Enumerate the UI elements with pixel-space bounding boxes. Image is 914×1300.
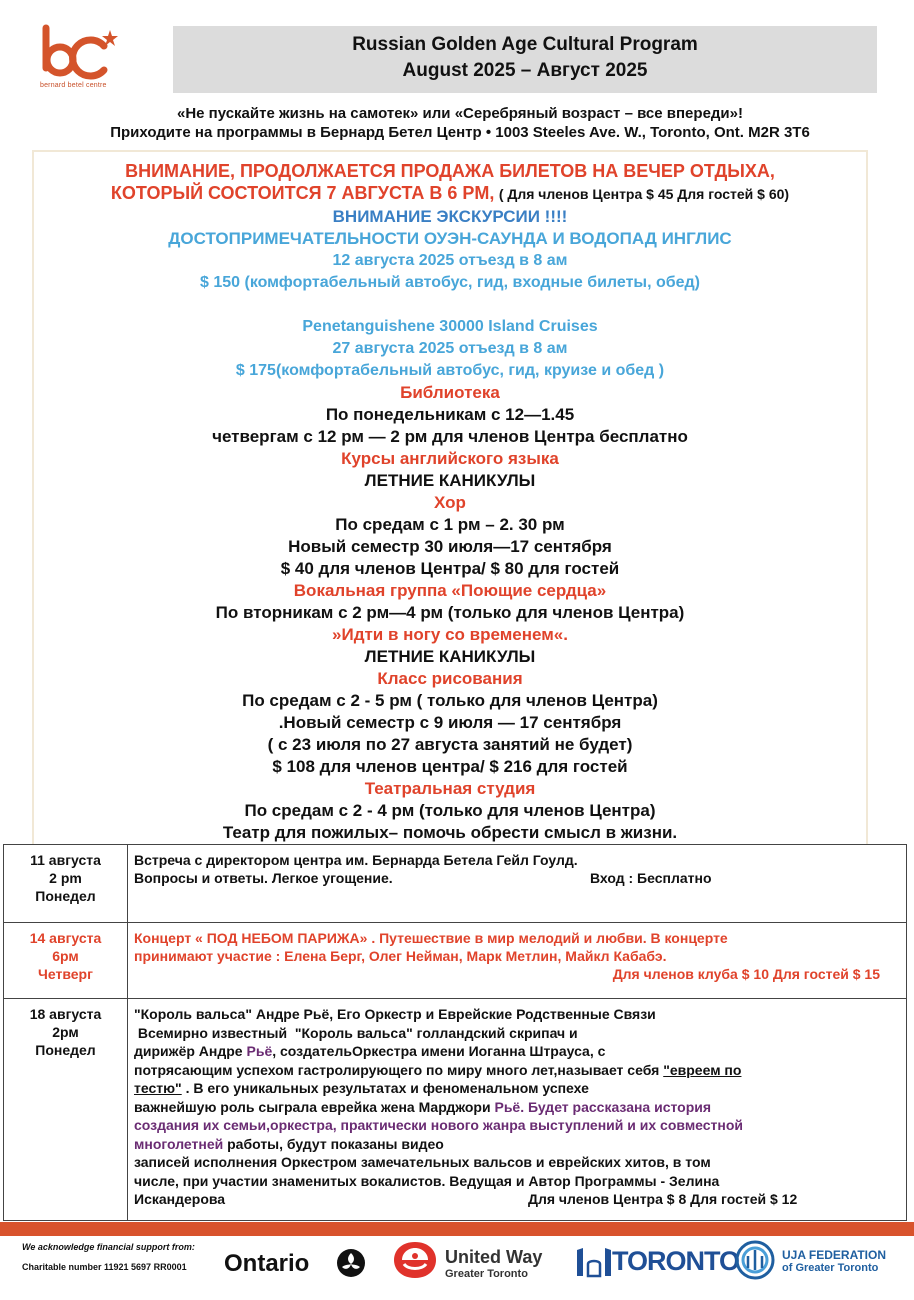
event-desc-cell xyxy=(128,923,907,999)
footer-accent-bar xyxy=(0,1222,914,1236)
event-desc-cell xyxy=(128,999,907,1221)
united-way-name: United Way xyxy=(445,1247,543,1267)
charitable-number: Charitable number 11921 5697 RR0001 xyxy=(22,1262,187,1272)
ticket-notice-line2 xyxy=(34,182,866,206)
event-day: Четверг xyxy=(38,966,93,982)
excursion1-price: $ 150 (комфортабельный автобус, гид, входные билеты, обед) xyxy=(200,274,700,291)
english-title: Курсы английского языка xyxy=(341,449,559,468)
support-acknowledgement: We acknowledge financial support from: xyxy=(22,1242,195,1252)
table-row xyxy=(4,999,907,1221)
event-line: принимают участие : Елена Берг, Олег Нейман, Марк Метлин, Майкл Кабабэ. xyxy=(134,948,667,964)
ticket-notice-date: КОТОРЫЙ СОСТОИТСЯ 7 АВГУСТА В 6 PM, xyxy=(110,183,495,203)
uja-name: UJA FEDERATION xyxy=(782,1248,887,1262)
event-time: 2рм xyxy=(52,1024,79,1040)
united-way-icon xyxy=(392,1240,438,1280)
uja-sub: of Greater Toronto xyxy=(782,1262,879,1274)
events-table xyxy=(3,844,907,1221)
drawing-title: Класс рисования xyxy=(377,669,523,688)
event-line xyxy=(134,1135,900,1154)
event-line: Встреча с директором центра им. Бернарда Бетела Гейл Гоулд. xyxy=(134,852,578,868)
event-desc-cell xyxy=(128,845,907,923)
library-title: Библиотека xyxy=(400,383,500,402)
event-line: "Король вальса" Андре Рьё, Его Оркестр и Еврейские Родственные Связи xyxy=(134,1006,656,1022)
event-time: 2 pm xyxy=(49,870,82,886)
ontario-logo-text: Ontario xyxy=(224,1250,310,1277)
vocal-title: Вокальная группа «Поющие сердца» xyxy=(293,581,607,600)
event-highlight: Рьё xyxy=(246,1043,273,1059)
event-line xyxy=(134,1190,900,1209)
event-date: 14 августа xyxy=(29,930,102,946)
event-day: Понедел xyxy=(35,888,96,904)
excursion1-name: ДОСТОПРИМЕЧАТЕЛЬНОСТИ ОУЭН-САУНДА И ВОДОПАД ИНГЛИС xyxy=(168,229,732,248)
drawing-semester: .Новый семестр с 9 июля — 17 сентября xyxy=(278,713,622,732)
event-line xyxy=(134,1061,900,1080)
choir-price: $ 40 для членов Центра/ $ 80 для гостей xyxy=(280,559,620,578)
bernard-betel-logo xyxy=(38,24,128,94)
excursion2-date: 27 августа 2025 отъезд в 8 ам xyxy=(332,340,568,357)
program-title: Russian Golden Age Cultural Program xyxy=(352,34,698,55)
event-date: 11 августа xyxy=(30,852,101,868)
excursion1-date: 12 августа 2025 отъезд в 8 ам xyxy=(332,252,568,269)
toronto-city-hall-icon xyxy=(575,1244,613,1278)
toronto-logo-text: TORONTO xyxy=(612,1246,740,1276)
theatre-schedule: По средам с 2 - 4 рм (только для членов Центра) xyxy=(244,801,656,820)
address-line: Приходите на программы в Бернард Бетел Центр • 1003 Steeles Ave. W., Toronto, Ont. M2R 3T6 xyxy=(110,124,810,141)
event-line xyxy=(134,1098,900,1117)
event-text: важнейшую роль сыграла еврейка жена Марджори xyxy=(134,1098,495,1115)
vocal-schedule: По вторникам с 2 рм—4 рм (только для членов Центра) xyxy=(215,603,685,622)
event-date: 18 августа xyxy=(29,1006,102,1022)
event-text: дирижёр Андре xyxy=(134,1043,247,1059)
excursion2-name: Penetanguishene 30000 Island Cruises xyxy=(302,318,598,335)
drawing-price: $ 108 для членов центра/ $ 216 для гостей xyxy=(272,757,628,776)
event-highlight: многолетней xyxy=(134,1135,224,1152)
theatre-title: Театральная студия xyxy=(364,779,536,798)
library-hours-mon: По понедельникам с 12—1.45 xyxy=(325,405,575,424)
slogan-line: «Не пускайте жизнь на самотек» или «Серебряный возраст – все впереди»! xyxy=(176,105,743,122)
program-month: August 2025 – Август 2025 xyxy=(402,60,648,81)
event-date-cell xyxy=(4,999,128,1221)
header-title-box xyxy=(173,26,877,93)
bc-logo-icon xyxy=(38,24,120,80)
event-highlight: Рьё. Будет рассказана история xyxy=(494,1098,712,1115)
choir-semester: Новый семестр 30 июля—17 сентября xyxy=(288,537,612,556)
event-text: Искандерова xyxy=(134,1191,226,1207)
event-line: числе, при участии знаменитых вокалистов. Ведущая и Автор Программы - Зелина xyxy=(134,1172,720,1189)
event-line: создания их семьи,оркестра, практически нового жанра выступлений и их совместной xyxy=(134,1117,744,1133)
ticket-price: ( Для членов Центра $ 45 Для гостей $ 60) xyxy=(498,186,790,202)
event-underlined: тестю" xyxy=(134,1080,182,1096)
logo-caption: bernard betel centre xyxy=(40,82,107,89)
drawing-break: ( с 23 июля по 27 августа занятий не будет) xyxy=(267,735,633,754)
event-underlined: "евреем по xyxy=(663,1061,742,1078)
event-line: Всемирно известный "Король вальса" голландский скрипач и xyxy=(134,1024,578,1041)
slogans xyxy=(40,104,880,142)
event-line: записей исполнения Оркестром замечательных вальсов и еврейских хитов, в том xyxy=(134,1154,711,1170)
event-text: потрясающим успехом гастролирующего по миру много лет,называет себя xyxy=(134,1061,664,1078)
table-row xyxy=(4,845,907,923)
event-time: 6рм xyxy=(52,948,79,964)
keep-up-status: ЛЕТНИЕ КАНИКУЛЫ xyxy=(364,647,536,666)
choir-schedule: По средам с 1 рм – 2. 30 рм xyxy=(335,515,565,534)
event-text: . В его уникальных результатах и феноменальном успехе xyxy=(181,1080,589,1096)
event-text: работы, будут показаны видео xyxy=(223,1135,444,1152)
united-way-sub: Greater Toronto xyxy=(445,1268,528,1280)
theatre-motto: Театр для пожилых– помочь обрести смысл в жизни. xyxy=(222,823,678,842)
ontario-trillium-icon xyxy=(336,1248,366,1278)
event-entry: Вход : Бесплатно xyxy=(590,870,712,886)
event-line xyxy=(134,869,900,887)
ticket-notice-line1: ВНИМАНИЕ, ПРОДОЛЖАЕТСЯ ПРОДАЖА БИЛЕТОВ НА ВЕЧЕР ОТДЫХА, xyxy=(125,161,775,181)
event-date-cell xyxy=(4,845,128,923)
uja-federation-icon xyxy=(735,1240,775,1280)
event-text: , создательОркестра имени Иоганна Штрауса, с xyxy=(272,1043,606,1059)
event-day: Понедел xyxy=(35,1042,96,1058)
keep-up-title: »Идти в ногу со временем«. xyxy=(332,625,568,644)
event-line: Концерт « ПОД НЕБОМ ПАРИЖА» . Путешествие в мир мелодий и любви. В концерте xyxy=(134,930,728,946)
excursion-title: ВНИМАНИЕ ЭКСКУРСИИ !!!! xyxy=(332,207,568,226)
english-status: ЛЕТНИЕ КАНИКУЛЫ xyxy=(364,471,536,490)
event-text: Вопросы и ответы. Легкое угощение. xyxy=(134,870,393,886)
event-line xyxy=(134,1079,900,1098)
library-hours-thu: четвергам с 12 рм — 2 рм для членов Центра бесплатно xyxy=(212,427,688,446)
event-date-cell xyxy=(4,923,128,999)
event-price: Для членов клуба $ 10 Для гостей $ 15 xyxy=(612,966,880,982)
drawing-schedule: По средам с 2 - 5 рм ( только для членов Центра) xyxy=(242,691,658,710)
table-row xyxy=(4,923,907,999)
choir-title: Хор xyxy=(434,493,466,512)
announcements xyxy=(32,150,868,844)
event-price: Для членов Центра $ 8 Для гостей $ 12 xyxy=(528,1191,798,1207)
event-line xyxy=(134,1042,900,1061)
excursion2-price: $ 175(комфортабельный автобус, гид, круизе и обед ) xyxy=(235,362,665,379)
